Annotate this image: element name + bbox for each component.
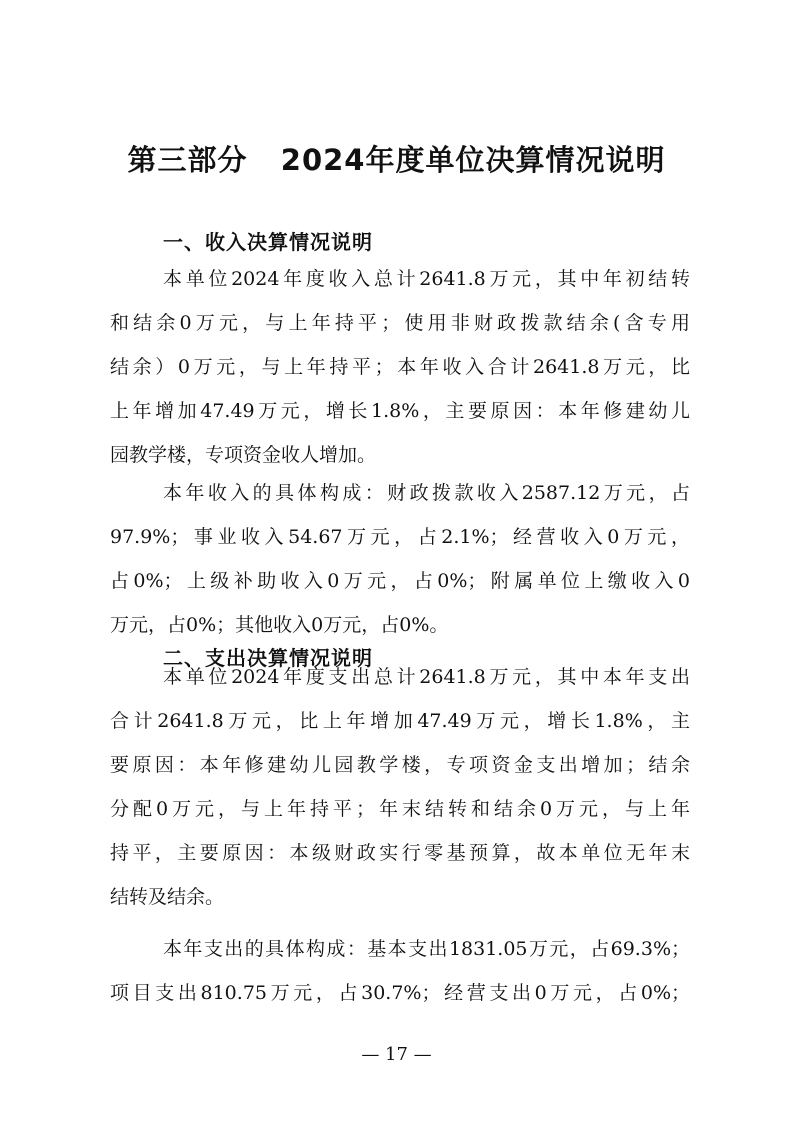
paragraph-line: 本年收入的具体构成：财政拨款收入2587.12万元，占 — [163, 482, 690, 504]
paragraph-line: 本单位2024年度收入总计2641.8万元，其中年初结转 — [163, 268, 690, 290]
paragraph-line: 上年增加47.49万元，增长1.8%，主要原因：本年修建幼儿 — [110, 400, 690, 422]
paragraph-line: 分配0万元，与上年持平；年末结转和结余0万元，与上年 — [110, 798, 690, 820]
paragraph-line: 占0%；上级补助收入0万元，占0%；附属单位上缴收入0 — [110, 570, 690, 592]
section-heading-expenditure: 二、支出决算情况说明 — [163, 646, 373, 670]
paragraph-line: 合计2641.8万元，比上年增加47.49万元，增长1.8%，主 — [110, 710, 690, 732]
paragraph-line: 要原因：本年修建幼儿园教学楼，专项资金支出增加；结余 — [110, 754, 690, 776]
paragraph-line: 结转及结余。 — [110, 886, 225, 908]
paragraph-line: 97.9%；事业收入54.67万元，占2.1%；经营收入0万元， — [110, 526, 690, 548]
paragraph-line: 结余）0万元，与上年持平；本年收入合计2641.8万元，比 — [110, 356, 690, 378]
paragraph-line: 持平，主要原因：本级财政实行零基预算，故本单位无年末 — [110, 842, 690, 864]
paragraph-line: 园教学楼，专项资金收人增加。 — [110, 444, 377, 466]
paragraph-line: 万元，占0%；其他收入0万元，占0%。 — [110, 614, 449, 636]
paragraph-line: 项目支出810.75万元，占30.7%；经营支出0万元，占0%； — [110, 982, 690, 1004]
paragraph-line: 和结余0万元，与上年持平；使用非财政拨款结余(含专用 — [110, 312, 690, 334]
page-number: — 17 — — [361, 1044, 432, 1065]
paragraph-line: 本单位2024年度支出总计2641.8万元，其中本年支出 — [163, 666, 690, 688]
section-heading-income: 一、收入决算情况说明 — [163, 230, 373, 254]
paragraph-line: 本年支出的具体构成：基本支出1831.05万元，占69.3%； — [163, 938, 690, 960]
page-title: 第三部分 2024年度单位决算情况说明 — [127, 143, 666, 177]
